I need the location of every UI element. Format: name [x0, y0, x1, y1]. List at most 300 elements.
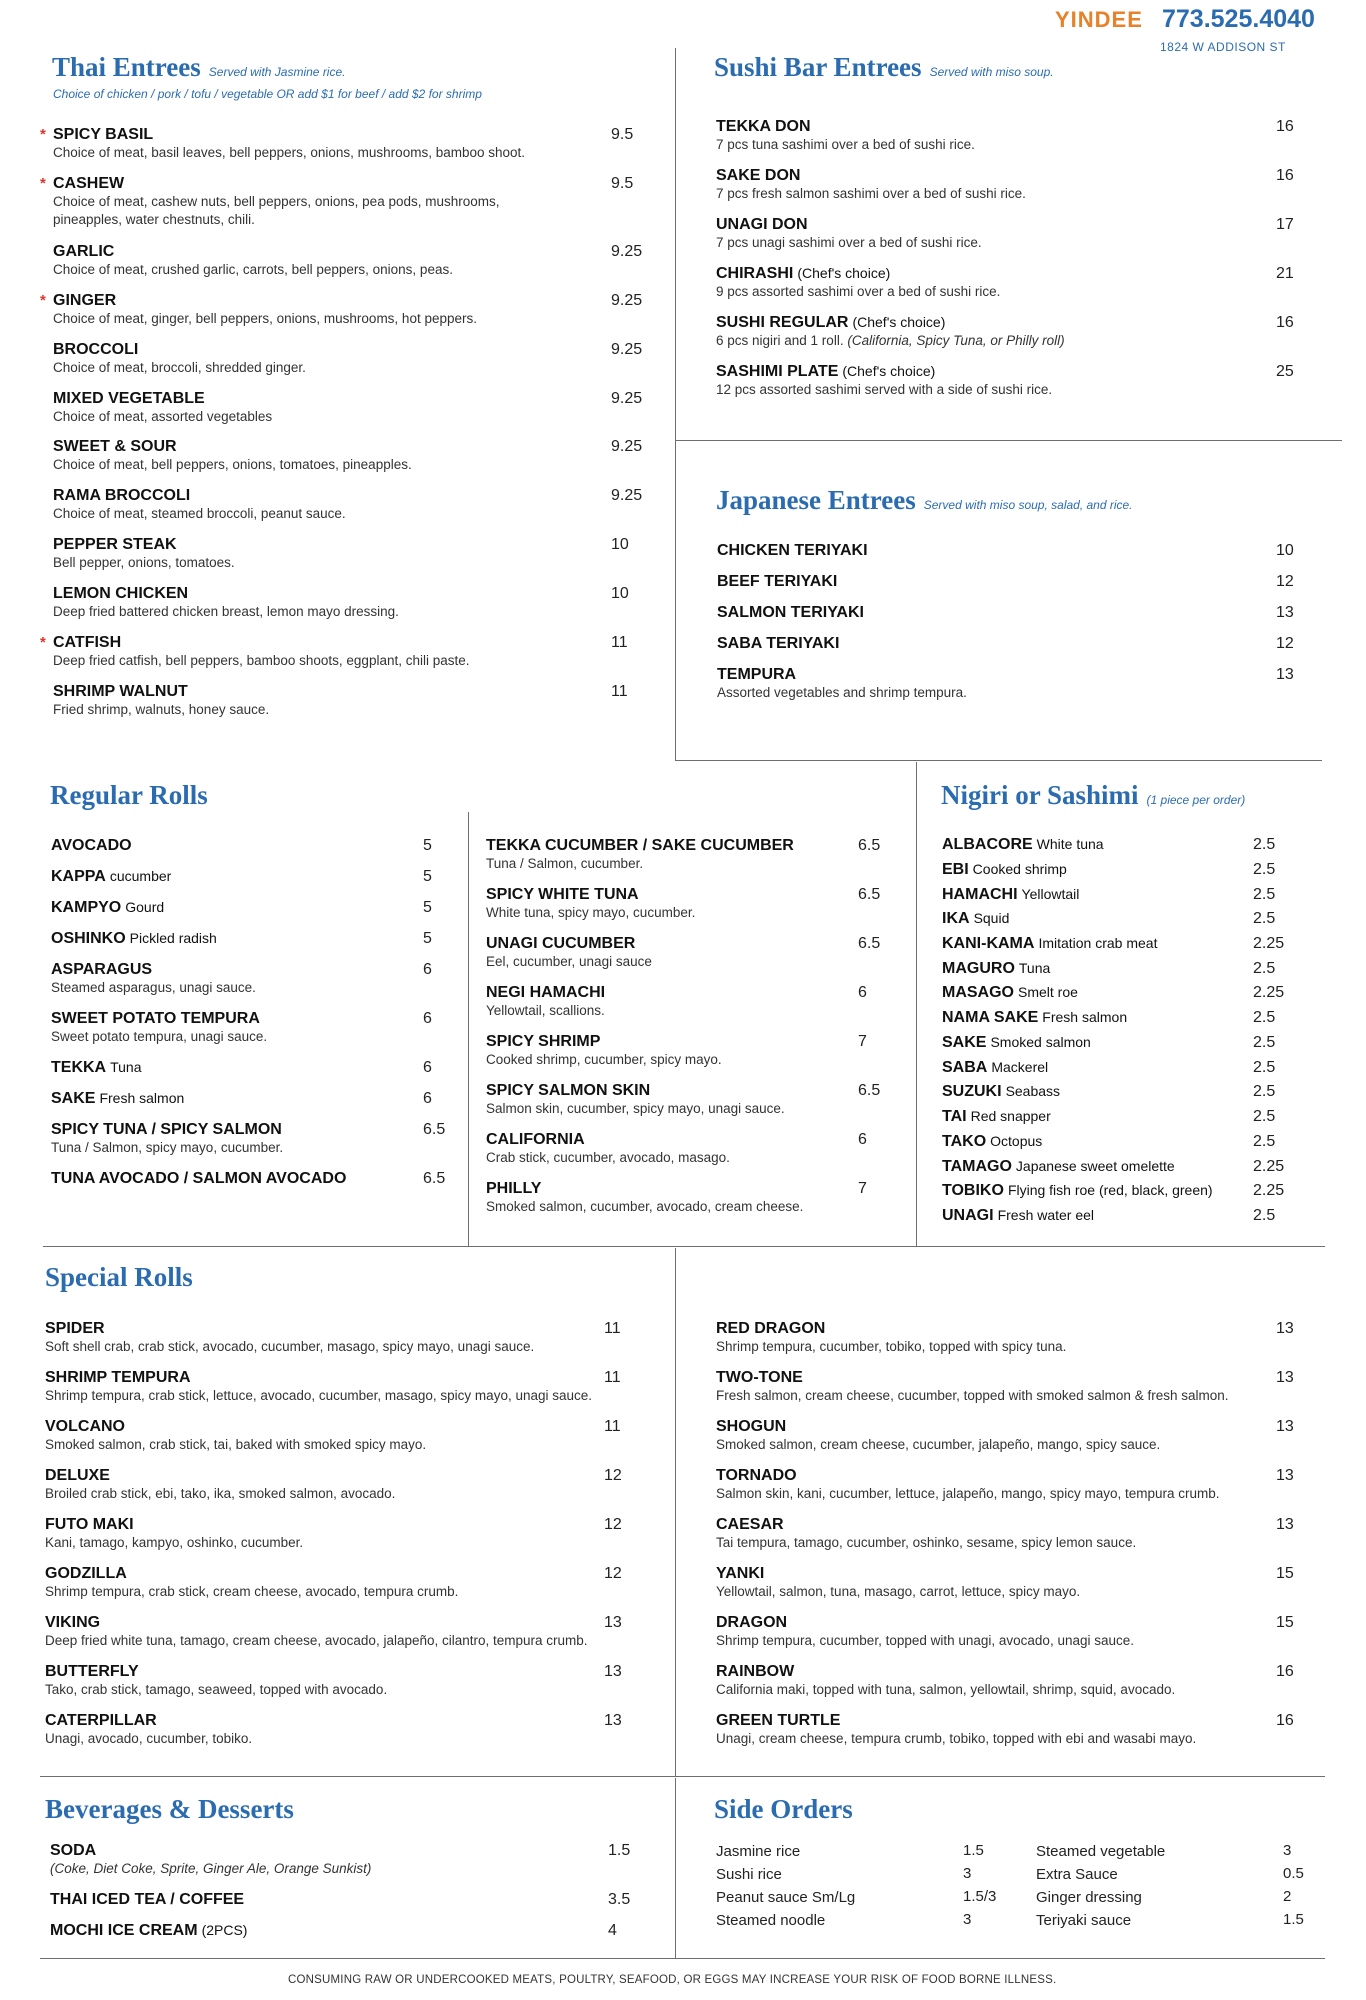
item-name-row: [53, 291, 477, 310]
item-name: FUTO MAKI: [45, 1516, 134, 1533]
item-name-row: [53, 437, 412, 456]
thai-title-text: Thai Entrees: [52, 52, 201, 82]
item-subtitle: Japanese sweet omelette: [1015, 1158, 1175, 1174]
item-description-row: [486, 855, 794, 873]
item-name-row: [486, 1081, 785, 1100]
item-subtitle: (Chef's choice): [852, 314, 946, 330]
side-order-name: Steamed noodle: [716, 1912, 826, 1929]
item-name-row: [50, 1921, 247, 1940]
item-name: HAMACHI: [942, 886, 1018, 903]
menu-item[interactable]: [486, 983, 867, 1020]
item-description-row: [716, 185, 1026, 203]
side-order-item[interactable]: [1036, 1888, 1292, 1907]
item-name: SPICY BASIL: [53, 126, 154, 143]
menu-item[interactable]: [717, 634, 1294, 653]
item-price: 6.5: [423, 1121, 446, 1138]
item-name: TAKO: [942, 1133, 987, 1150]
item-name: SPICY WHITE TUNA: [486, 886, 639, 903]
divider-special-bottom: [40, 1776, 1325, 1777]
item-name-row: [942, 909, 1009, 928]
divider-bottom-vertical: [675, 1778, 676, 1958]
item-description-note: (California, Spicy Tuna, or Philly roll): [847, 333, 1065, 348]
item-description-row: [716, 1485, 1220, 1503]
item-name: YANKI: [716, 1565, 765, 1582]
item-name-row: [51, 929, 217, 948]
item-name: TEMPURA: [717, 666, 797, 683]
menu-item[interactable]: [53, 340, 643, 377]
divider-sushi-japanese: [675, 440, 1342, 441]
menu-item[interactable]: [716, 1466, 1294, 1503]
menu-item[interactable]: [942, 1132, 1276, 1151]
item-description: 12 pcs assorted sashimi served with a side of sushi rice.: [716, 382, 1053, 397]
side-order-price: 1.5: [1283, 1911, 1304, 1928]
item-description: Unagi, cream cheese, tempura crumb, tobiko, topped with ebi and wasabi mayo.: [716, 1731, 1197, 1746]
side-order-item[interactable]: [716, 1842, 984, 1861]
item-price: 9.25: [611, 390, 643, 407]
item-description: 7 pcs unagi sashimi over a bed of sushi rice.: [716, 235, 982, 250]
item-price: 5: [423, 930, 432, 947]
item-name: MASAGO: [942, 984, 1014, 1001]
item-price: 2.5: [1253, 861, 1276, 878]
item-description: Choice of meat, cashew nuts, bell peppers, onions, pea pods, mushrooms,: [53, 194, 500, 209]
item-name-row: [51, 960, 256, 979]
item-subtitle: Pickled radish: [129, 930, 217, 946]
item-name-row: [486, 1179, 803, 1198]
item-subtitle: Smoked salmon: [990, 1034, 1091, 1050]
item-name-row: [717, 634, 839, 653]
item-price: 12: [1276, 573, 1294, 590]
item-name: PHILLY: [486, 1180, 542, 1197]
menu-item[interactable]: [51, 898, 432, 917]
item-name: CAESAR: [716, 1516, 784, 1533]
item-name: TUNA AVOCADO / SALMON AVOCADO: [51, 1170, 347, 1187]
item-price: 21: [1276, 265, 1294, 282]
menu-item[interactable]: [716, 362, 1294, 399]
item-description: Shrimp tempura, cucumber, tobiko, topped with spicy tuna.: [716, 1339, 1067, 1354]
item-description-row: [486, 1100, 785, 1118]
item-price: 13: [1276, 1516, 1294, 1533]
item-name: SHOGUN: [716, 1418, 787, 1435]
item-price: 10: [1276, 542, 1294, 559]
item-price: 12: [604, 1516, 622, 1533]
item-price: 2.5: [1253, 1083, 1276, 1100]
item-price: 2.5: [1253, 1133, 1276, 1150]
item-price: 13: [1276, 1418, 1294, 1435]
divider-rolls-special: [43, 1246, 1325, 1247]
item-description: Bell pepper, onions, tomatoes.: [53, 555, 235, 570]
side-order-name: Teriyaki sauce: [1036, 1912, 1132, 1929]
item-description-row: [716, 1681, 1175, 1699]
menu-item[interactable]: [53, 486, 643, 523]
item-name: NAMA SAKE: [942, 1009, 1039, 1026]
item-subtitle: (Chef's choice): [797, 265, 891, 281]
item-price: 13: [604, 1712, 622, 1729]
item-price: 7: [858, 1033, 867, 1050]
menu-item[interactable]: [51, 836, 432, 855]
menu-item[interactable]: [51, 1120, 446, 1157]
japanese-title-text: Japanese Entrees: [716, 485, 916, 515]
item-subtitle: Cooked shrimp: [972, 861, 1067, 877]
menu-item[interactable]: [486, 1130, 867, 1167]
item-name-row: [51, 1089, 184, 1108]
thai-entrees-title: [52, 52, 345, 83]
menu-item[interactable]: [53, 535, 629, 572]
item-name: CATFISH: [53, 634, 122, 651]
item-description-row: [716, 136, 975, 154]
item-price: 2.5: [1253, 886, 1276, 903]
menu-item[interactable]: [45, 1417, 621, 1454]
menu-item[interactable]: [51, 1058, 432, 1077]
item-description: Deep fried battered chicken breast, lemon mayo dressing.: [53, 604, 399, 619]
item-description-row: [45, 1730, 252, 1748]
item-price: 13: [604, 1663, 622, 1680]
menu-item[interactable]: [716, 1613, 1294, 1650]
item-description-row: [716, 381, 1052, 399]
menu-item[interactable]: [50, 1921, 617, 1940]
menu-item[interactable]: [942, 860, 1276, 879]
item-description: pineapples, water chestnuts, chili.: [53, 212, 255, 227]
menu-item[interactable]: [45, 1564, 622, 1601]
item-name-row: [53, 125, 525, 144]
item-description: (Coke, Diet Coke, Sprite, Ginger Ale, Orange Sunkist): [50, 1861, 372, 1876]
item-description-row: [51, 1139, 283, 1157]
side-orders-title: Side Orders: [714, 1794, 853, 1824]
menu-item[interactable]: [716, 1319, 1294, 1356]
menu-item[interactable]: [53, 389, 643, 426]
item-description: Salmon skin, kani, cucumber, lettuce, jalapeño, mango, spicy mayo, tempura crumb.: [716, 1486, 1220, 1501]
menu-item[interactable]: [716, 117, 1294, 154]
item-price: 6: [423, 1010, 432, 1027]
menu-item[interactable]: [486, 1179, 867, 1216]
menu-item[interactable]: [716, 1711, 1294, 1748]
menu-item[interactable]: [50, 1841, 631, 1878]
menu-item[interactable]: [716, 264, 1294, 301]
item-price: 2.5: [1253, 1059, 1276, 1076]
item-subtitle: cucumber: [109, 868, 172, 884]
item-name-row: [716, 117, 975, 136]
item-name-row: [717, 665, 967, 684]
side-order-name: Sushi rice: [716, 1866, 782, 1883]
item-price: 2.5: [1253, 910, 1276, 927]
item-name-row: [486, 934, 652, 953]
japanese-note: Served with miso soup, salad, and rice.: [923, 498, 1133, 512]
item-price: 3.5: [608, 1891, 631, 1908]
menu-item[interactable]: [717, 603, 1294, 622]
sushi-bar-title: [714, 52, 1054, 83]
item-name-row: [716, 1417, 1160, 1436]
item-price: 10: [611, 585, 629, 602]
menu-item[interactable]: [716, 1515, 1294, 1552]
menu-item[interactable]: [53, 682, 628, 719]
item-price: 6: [423, 961, 432, 978]
menu-item[interactable]: [486, 885, 881, 922]
item-description: Yellowtail, salmon, tuna, masago, carrot, lettuce, spicy mayo.: [716, 1584, 1081, 1599]
item-description: White tuna, spicy mayo, cucumber.: [486, 905, 696, 920]
side-order-price: 1.5: [963, 1842, 984, 1859]
menu-item[interactable]: [53, 437, 643, 474]
item-name-row: [53, 174, 500, 193]
item-price: 5: [423, 868, 432, 885]
side-order-price: 1.5/3: [963, 1888, 997, 1905]
item-name: UNAGI CUCUMBER: [486, 935, 636, 952]
item-name: SODA: [50, 1842, 97, 1859]
side-order-item[interactable]: [716, 1865, 972, 1884]
item-name-row: [486, 983, 605, 1002]
menu-item[interactable]: [53, 242, 643, 279]
menu-item[interactable]: [51, 1169, 446, 1188]
divider-special-vertical: [675, 1248, 676, 1776]
item-price: 9.5: [611, 126, 634, 143]
menu-item[interactable]: [45, 1711, 622, 1748]
item-name: THAI ICED TEA / COFFEE: [50, 1891, 245, 1908]
item-description: California maki, topped with tuna, salmon, yellowtail, shrimp, squid, avocado.: [716, 1682, 1176, 1697]
item-price: 16: [1276, 1712, 1294, 1729]
menu-item[interactable]: [45, 1613, 622, 1650]
item-name: SAKE: [51, 1090, 96, 1107]
item-description-row: [45, 1436, 426, 1454]
item-name: RAINBOW: [716, 1663, 795, 1680]
menu-item[interactable]: [716, 166, 1294, 203]
menu-item[interactable]: [942, 1058, 1276, 1077]
item-name: BUTTERFLY: [45, 1663, 139, 1680]
side-order-name: Peanut sauce Sm/Lg: [716, 1889, 856, 1906]
item-description: Crab stick, cucumber, avocado, masago.: [486, 1150, 730, 1165]
menu-item[interactable]: [942, 959, 1276, 978]
item-price: 2.5: [1253, 1034, 1276, 1051]
item-description: Tako, crab stick, tamago, seaweed, topped with avocado.: [45, 1682, 388, 1697]
item-name-row: [942, 1107, 1051, 1126]
item-name-row: [45, 1417, 426, 1436]
item-description: Choice of meat, ginger, bell peppers, onions, mushrooms, hot peppers.: [53, 311, 477, 326]
item-name: UNAGI: [942, 1207, 994, 1224]
divider-regular-nigiri: [916, 762, 917, 1246]
item-description: Choice of meat, basil leaves, bell peppers, onions, mushrooms, bamboo shoot.: [53, 145, 526, 160]
menu-item[interactable]: [716, 1662, 1294, 1699]
menu-item[interactable]: [942, 1008, 1276, 1027]
item-name: CATERPILLAR: [45, 1712, 157, 1729]
item-description-row: [45, 1387, 592, 1405]
menu-item[interactable]: [716, 1368, 1294, 1405]
item-price: 16: [1276, 1663, 1294, 1680]
item-name-row: [942, 1181, 1213, 1200]
menu-item[interactable]: [40, 633, 628, 670]
menu-item[interactable]: [51, 929, 432, 948]
item-description: Steamed asparagus, unagi sauce.: [51, 980, 256, 995]
menu-item[interactable]: [942, 1033, 1276, 1052]
menu-item[interactable]: [486, 836, 881, 873]
item-name-row: [716, 1662, 1175, 1681]
item-subtitle: Fresh water eel: [997, 1207, 1095, 1223]
divider-top-bottom: [675, 760, 1322, 761]
item-subtitle: Tuna: [1018, 960, 1051, 976]
menu-item[interactable]: [50, 1890, 631, 1909]
menu-item[interactable]: [45, 1319, 621, 1356]
item-description: 7 pcs fresh salmon sashimi over a bed of sushi rice.: [716, 186, 1026, 201]
menu-item[interactable]: [942, 983, 1285, 1002]
item-name-row: [53, 633, 470, 652]
menu-item[interactable]: [45, 1515, 622, 1552]
item-name-row: [486, 885, 695, 904]
item-description-row: [50, 1860, 371, 1878]
item-description-row: [486, 1198, 803, 1216]
item-name: TEKKA: [51, 1059, 107, 1076]
item-name: SHRIMP WALNUT: [53, 683, 188, 700]
item-name-row: [716, 1613, 1134, 1632]
item-description-row: [716, 234, 982, 252]
menu-item[interactable]: [716, 1417, 1294, 1454]
menu-item[interactable]: [53, 584, 629, 621]
item-name: BEEF TERIYAKI: [717, 573, 838, 590]
item-price: 10: [611, 536, 629, 553]
item-name: GARLIC: [53, 243, 115, 260]
item-name-row: [53, 340, 306, 359]
item-name-row: [51, 1169, 346, 1188]
item-description: 9 pcs assorted sashimi over a bed of sushi rice.: [716, 284, 1001, 299]
side-order-item[interactable]: [1036, 1911, 1304, 1930]
item-price: 9.25: [611, 292, 643, 309]
side-order-item[interactable]: [1036, 1865, 1304, 1884]
item-name-row: [942, 983, 1078, 1002]
item-description: Deep fried white tuna, tamago, cream cheese, avocado, jalapeño, cilantro, tempura crumb.: [45, 1633, 588, 1648]
item-subtitle: Flying fish roe (red, black, green): [1007, 1182, 1213, 1198]
menu-item[interactable]: [486, 934, 881, 971]
menu-item[interactable]: [716, 1564, 1294, 1601]
item-description: Yellowtail, scallions.: [486, 1003, 605, 1018]
item-description: Choice of meat, assorted vegetables: [53, 409, 273, 424]
item-name: MIXED VEGETABLE: [53, 390, 205, 407]
menu-item[interactable]: [51, 867, 432, 886]
menu-item[interactable]: [717, 541, 1294, 560]
item-price: 15: [1276, 1614, 1294, 1631]
item-description: Cooked shrimp, cucumber, spicy mayo.: [486, 1052, 722, 1067]
menu-item[interactable]: [717, 665, 1294, 702]
side-order-name: Extra Sauce: [1036, 1866, 1118, 1883]
item-name: CHIRASHI: [716, 265, 794, 282]
nigiri-title-text: Nigiri or Sashimi: [941, 780, 1139, 810]
item-price: 9.25: [611, 243, 643, 260]
item-subtitle: Octopus: [990, 1133, 1043, 1149]
menu-item[interactable]: [486, 1081, 881, 1118]
menu-item[interactable]: [717, 572, 1294, 591]
item-name: MOCHI ICE CREAM: [50, 1922, 198, 1939]
menu-item[interactable]: [45, 1368, 621, 1405]
item-name-row: [942, 885, 1079, 904]
item-name-row: [942, 959, 1050, 978]
item-price: 11: [604, 1320, 621, 1337]
side-order-item[interactable]: [1036, 1842, 1292, 1861]
menu-item[interactable]: [942, 1206, 1276, 1225]
menu-item[interactable]: [51, 960, 432, 997]
item-description: Shrimp tempura, cucumber, topped with unagi, avocado, unagi sauce.: [716, 1633, 1134, 1648]
divider-top-vertical: [675, 48, 676, 760]
item-name-row: [53, 584, 399, 603]
item-price: 6.5: [858, 1082, 881, 1099]
item-name: SABA: [942, 1059, 988, 1076]
item-name: CASHEW: [53, 175, 125, 192]
side-order-item[interactable]: [716, 1911, 972, 1930]
item-price: 2.5: [1253, 1009, 1276, 1026]
item-subtitle: Yellowtail: [1021, 886, 1080, 902]
item-name: CALIFORNIA: [486, 1131, 585, 1148]
menu-item[interactable]: [45, 1662, 622, 1699]
item-description-row: [51, 979, 256, 997]
item-description: Smoked salmon, cream cheese, cucumber, jalapeño, mango, spicy sauce.: [716, 1437, 1161, 1452]
item-subtitle: Smelt roe: [1018, 984, 1078, 1000]
item-name: DELUXE: [45, 1467, 110, 1484]
item-name: KANI-KAMA: [942, 935, 1035, 952]
item-name: SASHIMI PLATE: [716, 363, 839, 380]
item-subtitle: Mackerel: [991, 1059, 1049, 1075]
item-name-row: [716, 1319, 1066, 1338]
item-name: CHICKEN TERIYAKI: [717, 542, 868, 559]
item-description-row: [717, 684, 967, 702]
item-price: 6: [858, 984, 867, 1001]
item-description: Choice of meat, bell peppers, onions, tomatoes, pineapples.: [53, 457, 412, 472]
item-name: NEGI HAMACHI: [486, 984, 606, 1001]
menu-item[interactable]: [716, 313, 1294, 350]
item-description-row: [45, 1485, 395, 1503]
item-name-row: [716, 1515, 1136, 1534]
menu-item[interactable]: [942, 1181, 1285, 1200]
item-price: 13: [1276, 666, 1294, 683]
item-name: TOBIKO: [942, 1182, 1004, 1199]
item-price: 13: [1276, 1467, 1294, 1484]
item-price: 7: [858, 1180, 867, 1197]
item-name: SPIDER: [45, 1320, 105, 1337]
item-price: 16: [1276, 314, 1294, 331]
item-name-row: [53, 486, 346, 505]
item-price: 6.5: [423, 1170, 446, 1187]
item-description-row: [716, 1338, 1066, 1356]
item-name: TEKKA DON: [716, 118, 811, 135]
menu-item[interactable]: [942, 934, 1285, 953]
side-order-price: 0.5: [1283, 1865, 1304, 1882]
menu-item[interactable]: [40, 174, 634, 229]
side-order-item[interactable]: [716, 1888, 997, 1907]
item-name-row: [942, 934, 1158, 953]
item-name-row: [45, 1515, 303, 1534]
phone-number[interactable]: 773.525.4040: [1162, 5, 1315, 33]
item-description: 6 pcs nigiri and 1 roll.: [716, 333, 848, 348]
beverages-title: Beverages & Desserts: [45, 1794, 294, 1824]
menu-item[interactable]: [51, 1009, 432, 1046]
item-price: 16: [1276, 167, 1294, 184]
item-name-row: [486, 1032, 722, 1051]
food-safety-notice: CONSUMING RAW OR UNDERCOOKED MEATS, POULTRY, SEAFOOD, OR EGGS MAY INCREASE YOUR RISK OF FOOD BORNE ILLNESS.: [288, 1974, 1057, 1986]
menu-item[interactable]: [942, 885, 1276, 904]
divider-footer: [40, 1958, 1325, 1959]
item-name-row: [50, 1841, 371, 1860]
menu-item[interactable]: [942, 909, 1276, 928]
menu-item[interactable]: [942, 1157, 1285, 1176]
item-price: 2.25: [1253, 1158, 1285, 1175]
item-name-row: [717, 603, 864, 622]
menu-item[interactable]: [716, 215, 1294, 252]
menu-item[interactable]: [40, 291, 643, 328]
menu-item[interactable]: [40, 125, 634, 162]
item-name: GREEN TURTLE: [716, 1712, 841, 1729]
item-description-row: [716, 1387, 1228, 1405]
menu-item[interactable]: [942, 1082, 1276, 1101]
item-description: Broiled crab stick, ebi, tako, ika, smoked salmon, avocado.: [45, 1486, 396, 1501]
menu-item[interactable]: [486, 1032, 867, 1069]
menu-item[interactable]: [942, 1107, 1276, 1126]
item-name-row: [716, 264, 1000, 283]
item-price: 12: [1276, 635, 1294, 652]
menu-item[interactable]: [45, 1466, 622, 1503]
menu-item[interactable]: [942, 835, 1276, 854]
menu-item[interactable]: [51, 1089, 432, 1108]
